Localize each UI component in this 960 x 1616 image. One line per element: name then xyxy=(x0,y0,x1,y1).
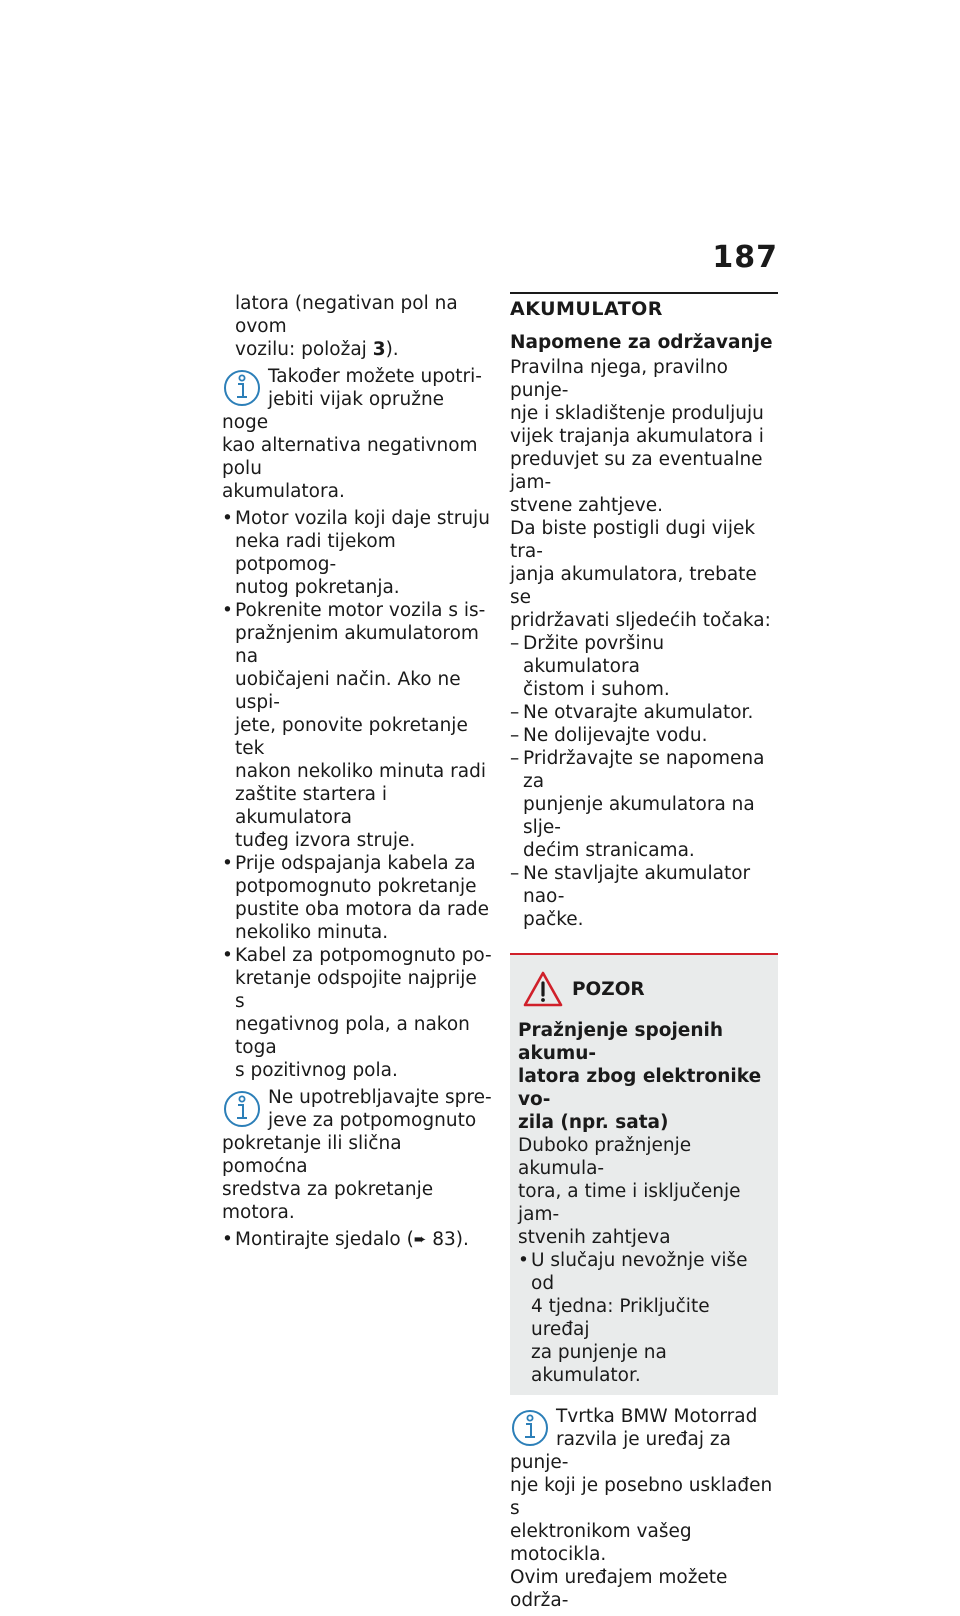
list-line: jete, ponovite pokretanje tek xyxy=(235,715,468,759)
dash-marker: – xyxy=(510,863,520,884)
position-number: 3 xyxy=(372,339,386,360)
info-icon xyxy=(222,1088,262,1128)
list-line: tuđeg izvora struje. xyxy=(235,830,416,851)
list-item xyxy=(510,747,778,862)
text-line: janja akumulatora, trebate se xyxy=(510,564,757,608)
warning-title xyxy=(518,1019,768,1134)
dash-marker: – xyxy=(510,725,520,746)
info-line: razvila je uređaj za punje- xyxy=(510,1429,731,1473)
text-line: stvenih zahtjeva xyxy=(518,1227,671,1248)
subheading: Napomene za održavanje xyxy=(510,332,773,353)
text-line: Duboko pražnjenje akumula- xyxy=(518,1135,692,1179)
intro-paragraph xyxy=(222,292,492,361)
info-line: Ovim uređajem možete održa- xyxy=(510,1567,728,1611)
section-title: AKUMULATOR xyxy=(510,298,663,320)
dash-marker: – xyxy=(510,702,520,723)
list-item xyxy=(518,1249,768,1387)
list-item xyxy=(510,724,778,747)
list-line: Kabel za potpomognuto po- xyxy=(235,945,492,966)
bullet-dot: • xyxy=(518,1250,529,1271)
page-reference-arrow-icon[interactable]: ➨ xyxy=(413,1230,427,1248)
list-line: Ne stavljajte akumulator nao- xyxy=(523,863,751,907)
list-line: Montirajte sjedalo ( xyxy=(235,1229,414,1250)
list-line: uobičajeni način. Ako ne uspi- xyxy=(235,669,461,713)
list-item xyxy=(222,852,492,944)
info-icon xyxy=(222,367,262,407)
intro-end: ). xyxy=(385,339,399,360)
bullet-dot: • xyxy=(222,945,233,966)
dash-marker: – xyxy=(510,748,520,769)
list-line: Ne dolijevajte vodu. xyxy=(523,725,708,746)
list-line: nakon nekoliko minuta radi xyxy=(235,761,486,782)
warning-icon xyxy=(522,970,564,1008)
list-item xyxy=(222,599,492,852)
list-line: Prije odspajanja kabela za xyxy=(235,853,476,874)
info-line: jebiti vijak opružne noge xyxy=(222,389,445,433)
info-line: jeve za potpomognuto xyxy=(268,1110,477,1131)
list-line: za punjenje na akumulator. xyxy=(531,1342,667,1386)
bullet-dot: • xyxy=(222,508,233,529)
bullet-dot: • xyxy=(222,600,233,621)
warning-box xyxy=(510,953,778,1395)
list-line: potpomognuto pokretanje xyxy=(235,876,477,897)
info-line: sredstva za pokretanje motora. xyxy=(222,1179,434,1223)
list-line: zaštite startera i akumulatora xyxy=(235,784,388,828)
list-line: pustite oba motora da rade xyxy=(235,899,490,920)
text-line: preduvjet su za eventualne jam- xyxy=(510,449,763,493)
info-line: nje koji je posebno usklađen s xyxy=(510,1475,773,1519)
list-line: kretanje odspojite najprije s xyxy=(235,968,477,1012)
list-item xyxy=(510,701,778,724)
left-column xyxy=(222,292,492,1251)
info-icon xyxy=(510,1407,550,1447)
text-line: nje i skladištenje produljuju xyxy=(510,403,764,424)
bullet-list-2 xyxy=(222,1228,492,1251)
list-line: negativnog pola, a nakon toga xyxy=(235,1014,470,1058)
right-column xyxy=(510,292,778,1616)
info-line: kao alternativa negativnom polu xyxy=(222,435,478,479)
list-line: čistom i suhom. xyxy=(523,679,670,700)
text-line: vijek trajanja akumulatora i xyxy=(510,426,764,447)
text-line: Da biste postigli dugi vijek tra- xyxy=(510,518,756,562)
dash-list xyxy=(510,632,778,931)
intro-line: latora (negativan pol na ovom xyxy=(235,293,458,337)
list-line: punjenje akumulatora na slje- xyxy=(523,794,755,838)
list-item xyxy=(510,862,778,931)
text-line: stvene zahtjeve. xyxy=(510,495,663,516)
warning-header xyxy=(518,969,768,1009)
section-divider xyxy=(510,292,778,294)
paragraph-care xyxy=(510,356,778,517)
bullet-list-1 xyxy=(222,507,492,1082)
list-line: Držite površinu akumulatora xyxy=(523,633,665,677)
list-line: dećim stranicama. xyxy=(523,840,695,861)
list-item xyxy=(222,944,492,1082)
text-line: Pravilna njega, pravilno punje- xyxy=(510,357,728,401)
info-line: Također možete upotri- xyxy=(268,366,482,387)
page-number: 187 xyxy=(712,240,778,275)
list-line: Pokrenite motor vozila s is- xyxy=(235,600,486,621)
list-line: nutog pokretanja. xyxy=(235,577,400,598)
warning-body xyxy=(518,1134,768,1249)
info-note-1 xyxy=(222,365,492,503)
list-item xyxy=(510,632,778,701)
paragraph-points xyxy=(510,517,778,632)
warning-bullet-list xyxy=(518,1249,768,1387)
info-note-2 xyxy=(222,1086,492,1224)
warning-label: POZOR xyxy=(572,978,645,1000)
list-line: s pozitivnog pola. xyxy=(235,1060,398,1081)
bullet-dot: • xyxy=(222,853,233,874)
list-line: Ne otvarajte akumulator. xyxy=(523,702,754,723)
text-line: latora zbog elektronike vo- xyxy=(518,1066,762,1110)
info-line: pokretanje ili slična pomoćna xyxy=(222,1133,402,1177)
text-line: pridržavati sljedećih točaka: xyxy=(510,610,771,631)
page-reference[interactable]: 83). xyxy=(426,1229,469,1250)
info-line: elektronikom vašeg motocikla. xyxy=(510,1521,692,1565)
dash-marker: – xyxy=(510,633,520,654)
intro-line: vozilu: položaj xyxy=(235,339,373,360)
info-note-3 xyxy=(510,1405,778,1612)
list-line: Pridržavajte se napomena za xyxy=(523,748,765,792)
list-line: pražnjenim akumulatorom na xyxy=(235,623,479,667)
bullet-dot: • xyxy=(222,1229,233,1250)
text-line: zila (npr. sata) xyxy=(518,1112,669,1133)
list-line: Motor vozila koji daje struju xyxy=(235,508,490,529)
list-line: pačke. xyxy=(523,909,584,930)
info-line: akumulatora. xyxy=(222,481,345,502)
list-line: U slučaju nevožnje više od xyxy=(531,1250,748,1294)
info-line: Ne upotrebljavajte spre- xyxy=(268,1087,492,1108)
list-line: 4 tjedna: Priključite uređaj xyxy=(531,1296,710,1340)
text-line: Pražnjenje spojenih akumu- xyxy=(518,1020,724,1064)
info-line: Tvrtka BMW Motorrad xyxy=(556,1406,758,1427)
list-item xyxy=(222,507,492,599)
list-line: nekoliko minuta. xyxy=(235,922,389,943)
list-item xyxy=(222,1228,492,1251)
list-line: neka radi tijekom potpomog- xyxy=(235,531,396,575)
text-line: tora, a time i isključenje jam- xyxy=(518,1181,741,1225)
